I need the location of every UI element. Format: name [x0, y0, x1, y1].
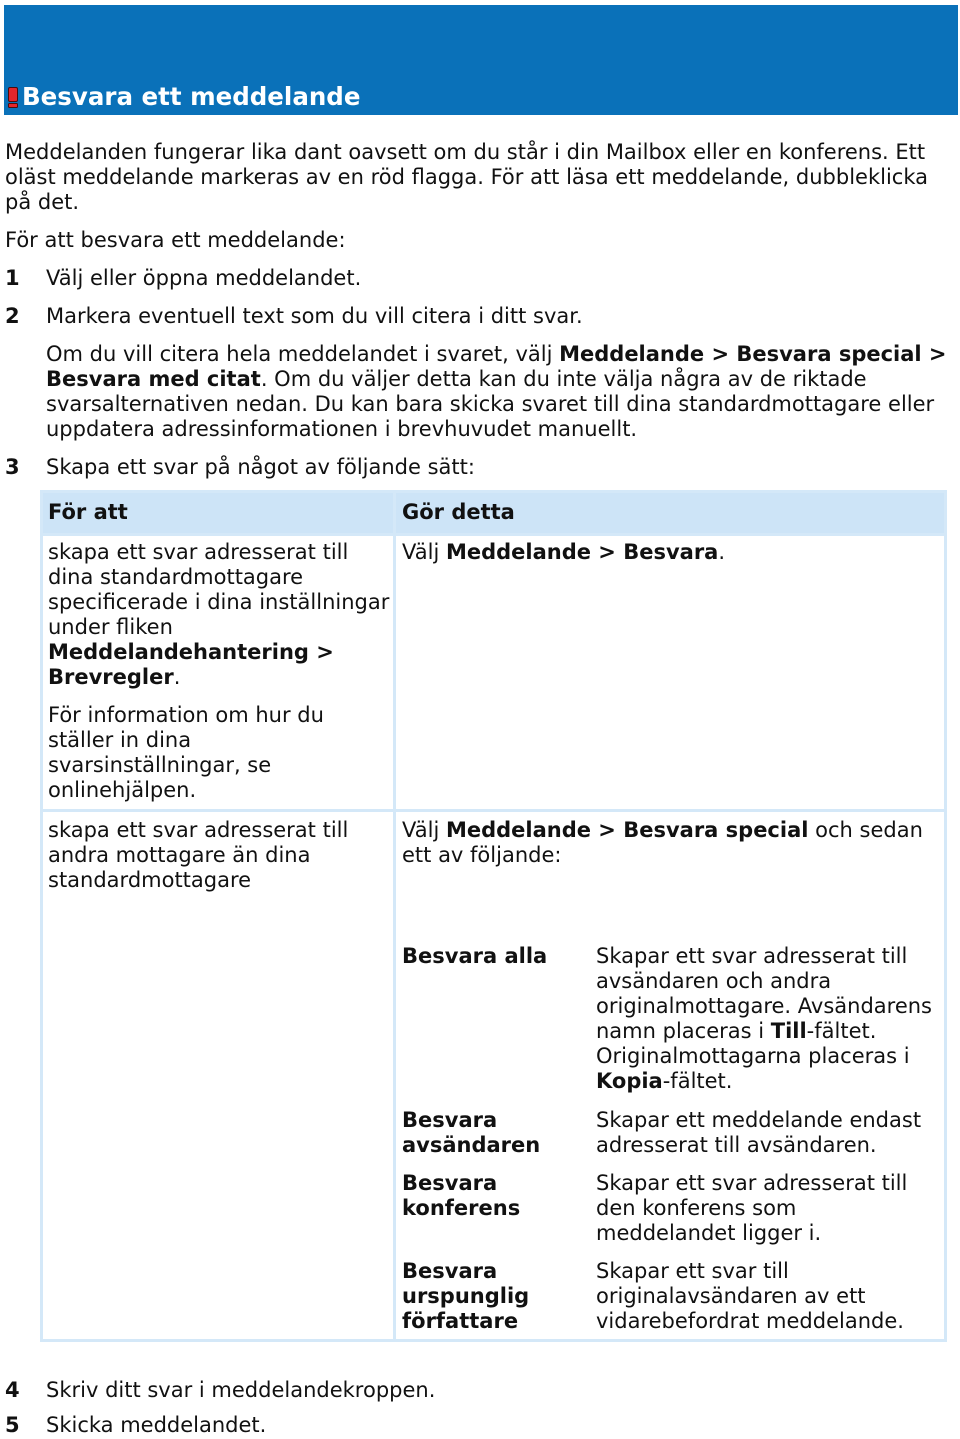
text: -fältet. [662, 1069, 733, 1093]
text: standardmottagare [48, 868, 252, 892]
text: För information om hur du [48, 703, 324, 727]
reply-option-description [596, 1171, 907, 1246]
reply-option-name [402, 1108, 540, 1158]
text: andra mottagare än dina [48, 843, 311, 867]
text: dina standardmottagare [48, 565, 304, 589]
text: uppdatera adressinformationen i brevhuvudet manuellt. [46, 417, 638, 441]
step-2 [5, 304, 955, 329]
text: namn placeras i [596, 1019, 771, 1043]
text: oläst meddelande markeras av en röd flagga. För att läsa ett meddelande, dubbleklicka [5, 165, 928, 189]
reply-option-description [596, 1108, 921, 1158]
step-4 [5, 1378, 955, 1403]
row-divider [43, 809, 944, 812]
text: originalavsändaren av ett [596, 1284, 866, 1308]
text: Besvara alla [402, 944, 548, 968]
text: skapa ett svar adresserat till [48, 818, 349, 842]
reply-option-name [402, 1259, 529, 1334]
step-5 [5, 1413, 955, 1438]
reply-option-name [402, 1171, 520, 1221]
bold-text: Meddelandehantering > [48, 640, 334, 664]
text: på det. [5, 190, 80, 214]
text: Om du vill citera hela meddelandet i svaret, välj [46, 342, 560, 366]
text: och sedan [808, 818, 923, 842]
step-text: Skicka meddelandet. [46, 1413, 267, 1437]
text: meddelandet ligger i. [596, 1221, 822, 1245]
bold-text: Meddelande > Besvara [445, 540, 719, 564]
text: under fliken [48, 615, 173, 639]
text: Originalmottagarna placeras i [596, 1044, 910, 1068]
text: -fältet. [806, 1019, 877, 1043]
step-1 [5, 266, 955, 291]
text: Meddelanden fungerar lika dant oavsett om du står i din Mailbox eller en konferens. Ett [5, 140, 926, 164]
text: . [718, 540, 726, 564]
text: Välj [402, 540, 446, 564]
text: Skapar ett svar adresserat till [596, 1171, 908, 1195]
reply-option-name [402, 944, 547, 969]
text: avsändaren och andra [596, 969, 832, 993]
column-divider [393, 493, 396, 1339]
step-text: Skriv ditt svar i meddelandekroppen. [46, 1378, 436, 1402]
column-header-action: Gör detta [402, 500, 515, 524]
text: urspunglig [402, 1284, 530, 1308]
step-text: Välj eller öppna meddelandet. [46, 266, 362, 290]
step-text: Skapa ett svar på något av följande sätt: [46, 455, 475, 479]
text: Skapar ett svar adresserat till [596, 944, 908, 968]
text: den konferens som [596, 1196, 797, 1220]
step-text: Markera eventuell text som du vill citera i ditt svar. [46, 304, 583, 328]
text: specificerade i dina inställningar [48, 590, 390, 614]
step-number: 2 [5, 304, 20, 328]
text: . Om du väljer detta kan du inte välja några av de riktade [260, 367, 867, 391]
step-number: 3 [5, 455, 20, 479]
instructions-lead-in: För att besvara ett meddelande: [5, 228, 346, 252]
bold-text: Besvara med citat [46, 367, 261, 391]
page-title: Besvara ett meddelande [22, 82, 361, 111]
text: vidarebefordrat meddelande. [596, 1309, 904, 1333]
step-note [46, 342, 947, 442]
text: Skapar ett meddelande endast [596, 1108, 922, 1132]
heading-marker-icon [8, 87, 18, 108]
action-cell [402, 818, 923, 868]
purpose-cell [48, 818, 348, 893]
text: svarsinställningar, se [48, 753, 272, 777]
purpose-note [48, 703, 324, 803]
text: skapa ett svar adresserat till [48, 540, 349, 564]
text: konferens [402, 1196, 521, 1220]
text: ett av följande: [402, 843, 562, 867]
bold-text: Kopia [596, 1069, 663, 1093]
bold-text: Brevregler [48, 665, 174, 689]
step-number: 5 [5, 1413, 20, 1437]
step-number: 4 [5, 1378, 20, 1402]
text: adresserat till avsändaren. [596, 1133, 877, 1157]
bold-text: Till [770, 1019, 807, 1043]
column-header-purpose: För att [48, 500, 128, 524]
text: Välj [402, 818, 446, 842]
step-number: 1 [5, 266, 20, 290]
reply-options-table [40, 490, 947, 1342]
text: författare [402, 1309, 519, 1333]
action-cell [402, 540, 725, 565]
header-divider [43, 533, 944, 536]
purpose-cell [48, 540, 389, 690]
reply-option-description [596, 944, 932, 1094]
text: Besvara [402, 1259, 498, 1283]
bold-text: Meddelande > Besvara special [445, 818, 809, 842]
step-3 [5, 455, 955, 480]
bold-text: Meddelande > Besvara special > [559, 342, 947, 366]
reply-option-description [596, 1259, 904, 1334]
text: svarsalternativen nedan. Du kan bara skicka svaret till dina standardmottagare eller [46, 392, 935, 416]
text: Besvara [402, 1171, 498, 1195]
text: originalmottagare. Avsändarens [596, 994, 932, 1018]
text: . [173, 665, 181, 689]
text: ställer in dina [48, 728, 192, 752]
text: Skapar ett svar till [596, 1259, 789, 1283]
text: avsändaren [402, 1133, 541, 1157]
text: Besvara [402, 1108, 498, 1132]
text: onlinehjälpen. [48, 778, 197, 802]
intro-paragraph [5, 140, 928, 215]
page-header [4, 5, 958, 115]
